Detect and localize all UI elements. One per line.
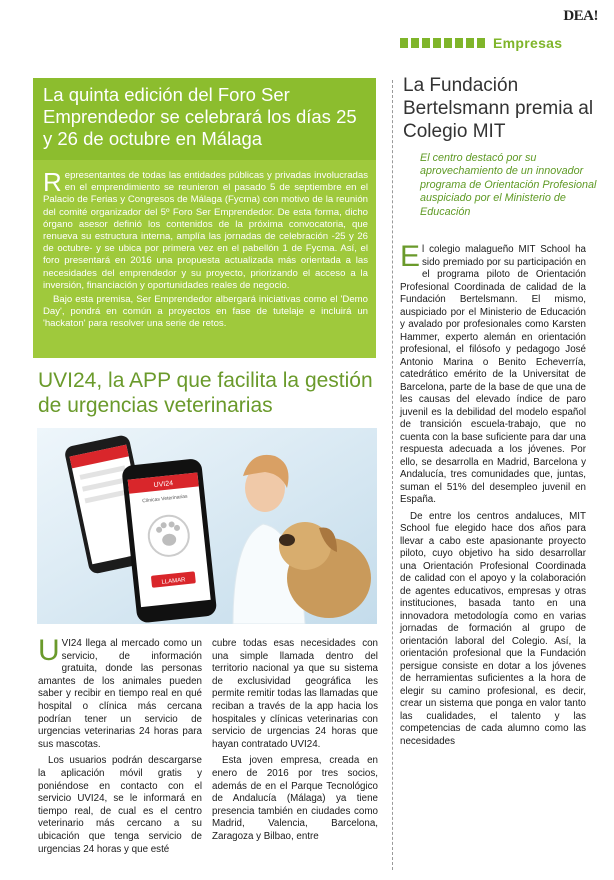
article-uvi-paragraph-2: Los usuarios podrán descargarse la aplicación móvil gratis y poniéndose en contacto con el servicio UVI24, se le informará en tiempo real, de cual es el centro veterinario más cercano a su ubicación que tenga servicio de urgencias 24 horas y que esté: [38, 755, 202, 855]
article-mit-paragraph-1: l colegio malagueño MIT School ha sido premiado por su participación en el programa piloto de Orientación Profesional Coordinada de calidad de la Fundación Bertelsmann. El mismo, auspiciado por el Ministerio de Educación y avalado por profesionales como Karsten Hammer, experto alemán en orientación profesional, el filósofo y pedagogo José Antonio Marina o Benito Echeverría, catedrático emérito de la Universitat de Barcelona, parte de la base de que una de les causas del elevado índice de paro juvenil es la debilidad del modelo español de transición escuela-trabajo, que no cuenta con la base suficiente para dar una respuesta adecuada a los jóvenes. Por ello, se desarrolla en Madrid, Barcelona y Andalucía, tres comunidades que, juntas, suman el 51% del desempleo juvenil en España.: [400, 244, 586, 505]
phone-label: Clínicas Veterinarias: [141, 493, 188, 505]
dropcap: R: [43, 167, 62, 197]
article-uvi-paragraph-1: VI24 llega al mercado como un servicio, de información gratuita, donde las personas amantes de los animales pueden saber y recibir en tiempo real en qué hospital o clínica más cercana podrían tener un servicio de urgencias veterinarias 24 horas para sus mascotas.: [38, 638, 202, 750]
article-uvi-paragraph-4: Esta joven empresa, creada en enero de 2016 por tres socios, además de en el Parque Tecnológico de Andalucía (Málaga) ya tiene presencia también en ciudades como Madrid, Valencia, Barcelona, Zaragoza y Bilbao, entre: [212, 755, 378, 842]
magazine-logo: DEA!: [563, 8, 598, 24]
article-mit-body: [400, 240, 586, 752]
article-foro-box: [33, 78, 376, 358]
phone-brand: UVI24: [153, 480, 174, 490]
section-label: Empresas: [493, 35, 563, 51]
dropcap: U: [38, 634, 60, 667]
article-uvi-column-2: [212, 638, 378, 848]
section-decoration: [400, 38, 485, 48]
article-foro-title: La quinta edición del Foro Ser Emprendedor se celebrará los días 25 y 26 de octubre en Málaga: [43, 84, 357, 149]
vet-with-dog-illustration: [37, 428, 377, 624]
section-bar: [400, 34, 600, 52]
article-uvi-column-1: [38, 634, 202, 860]
article-foro-paragraph-1: epresentantes de todas las entidades públicas y privadas involucradas en el emprendimiento se reunieron el pasado 5 de septiembre en el Palacio de Ferias y Congresos de Málaga (Fycma) con motivo de la reunión del comité organizador del 5º Foro Ser Emprendedor. De esta forma, dicho órgano asesor definió los contenidos de la próxima convocatoria, que renueva su estructura interna, amplía las jornadas de celebración -25 y 26 de octubre- y se ubica por primera vez en el pabellón 1 de Fycma. Así, el foro presentará en 2016 una propuesta actualizada más orientada a las necesidades del emprendedor y su proyecto, priorizando el acceso a la inversión, financiación y oportunidades reales de negocio.: [43, 170, 368, 291]
article-foro-body: [43, 167, 368, 333]
phone-call-button: LLAMAR: [161, 577, 186, 586]
article-mit-subtitle: El centro destacó por su aprovechamiento de un innovador programa de Orientación Profesional auspiciado por el Ministerio de Educación: [420, 152, 597, 218]
dropcap: E: [400, 240, 421, 273]
article-uvi-title: UVI24, la APP que facilita la gestión de urgencias veterinarias: [38, 369, 373, 417]
article-foro-header: [33, 78, 376, 160]
article-foro-paragraph-2: Bajo esta premisa, Ser Emprendedor albergará iniciativas como el 'Demo Day', pondrá en común a proyectos en fase de tutelaje e incluirá un 'hackaton' para resolver una serie de retos.: [43, 294, 368, 330]
article-uvi-paragraph-3: cubre todas esas necesidades con una simple llamada dentro del territorio nacional ya que su sistema de exclusividad geográfica les permite remitir todas las llamadas que reciban a través de la app hacia los hospitales y clínicas veterinarias con servicio de urgencias 24 horas que hayan contratado UVI24.: [212, 638, 378, 750]
article-mit-title: La Fundación Bertelsmann premia al Colegio MIT: [403, 75, 594, 142]
column-divider: [392, 80, 393, 870]
article-uvi-photo: [37, 428, 377, 624]
article-mit-paragraph-2: De entre los centros andaluces, MIT School fue elegido hace dos años para llevar a cabo este apasionante proyecto piloto, cuyo objetivo ha sido desarrollar una Orientación Profesional Coordinada de calidad con el apoyo y la colaboración de agentes educativos, empresas y otras instituciones, basada tanto en una innovadora metodología como en varias jornadas de formación al grupo de orientación laboral del Colegio. Así, la orientación profesional que la Fundación persigue consiste en dotar a los jóvenes de herramientas suficientes a la hora de elegir su camino profesional, es decir, crear un sistema que ponga en valor tanto las cualidades, el talento y las competencias de cada alumno como las necesidades: [400, 510, 586, 747]
